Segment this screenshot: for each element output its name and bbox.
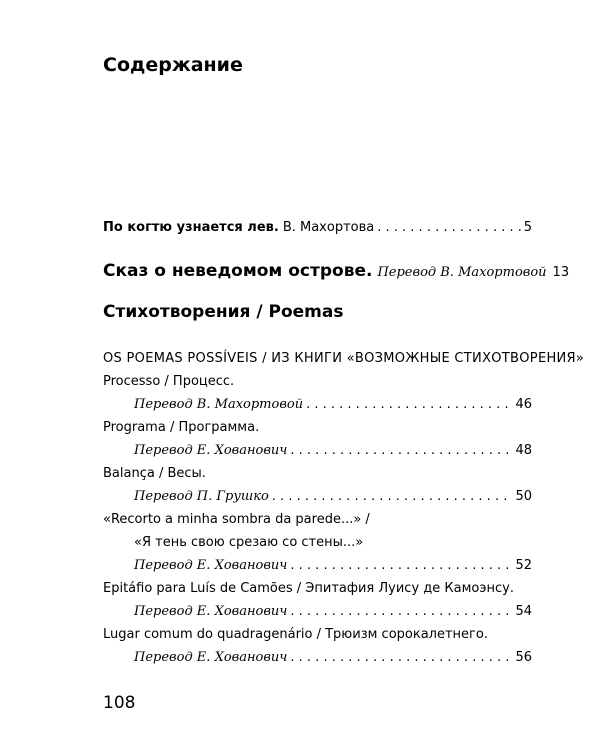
poem-title: «Recorto a minha sombra da parede...» /: [103, 512, 370, 527]
entry-translator: Перевод Е. Хованович: [134, 604, 288, 619]
group-title: OS POEMAS POSSÍVEIS / ИЗ КНИГИ «ВОЗМОЖНЫЕ СТИХОТВОРЕНИЯ»: [103, 351, 585, 366]
dot-leader: [272, 488, 513, 506]
entry-translator: Перевод П. Грушко: [134, 489, 269, 504]
entry-translator: Перевод Е. Хованович: [134, 650, 288, 665]
entry-title: Сказ о неведомом острове.: [103, 261, 373, 281]
toc-entry[interactable]: [134, 649, 532, 667]
section-title: Стихотворения / Poemas: [103, 302, 344, 322]
dot-leader: [290, 442, 512, 460]
entry-page: 48: [515, 443, 532, 458]
poem-title-continued: «Я тень свою срезаю со стены...»: [134, 535, 364, 550]
dot-leader: [290, 557, 512, 575]
poem-title: Programa / Программа.: [103, 420, 260, 435]
page-number: 108: [103, 693, 136, 713]
toc-entry[interactable]: [134, 442, 532, 460]
poem-title: Processo / Процесс.: [103, 374, 235, 389]
toc-entry[interactable]: [134, 557, 532, 575]
entry-translator: Перевод Е. Хованович: [134, 443, 288, 458]
entry-page: 46: [515, 397, 532, 412]
entry-page: 5: [523, 220, 532, 235]
entry-page: 54: [515, 604, 532, 619]
entry-translator: Перевод В. Махортовой: [377, 265, 547, 280]
entry-page: 56: [515, 650, 532, 665]
entry-page: 13: [552, 265, 570, 280]
dot-leader: [290, 649, 512, 667]
entry-page: 50: [515, 489, 532, 504]
toc-entry[interactable]: [103, 219, 532, 237]
entry-translator: Перевод Е. Хованович: [134, 558, 288, 573]
toc-entry[interactable]: [103, 261, 570, 282]
dot-leader: [377, 219, 520, 237]
entry-translator: Перевод В. Махортовой: [134, 397, 304, 412]
toc-entry[interactable]: [134, 603, 532, 621]
entry-title: По когтю узнается лев.: [103, 220, 279, 235]
toc-title: Содержание: [103, 54, 243, 76]
toc-entry[interactable]: [134, 488, 532, 506]
dot-leader: [290, 603, 512, 621]
entry-author: В. Махортова: [282, 220, 375, 235]
toc-entry[interactable]: [134, 396, 532, 414]
dot-leader: [306, 396, 512, 414]
poem-title: Epitáfio para Luís de Camões / Эпитафия Луису де Камоэнсу.: [103, 581, 514, 596]
entry-page: 52: [515, 558, 532, 573]
poem-title: Lugar comum do quadragenário / Трюизм сорокалетнего.: [103, 627, 488, 642]
poem-title: Balança / Весы.: [103, 466, 206, 481]
